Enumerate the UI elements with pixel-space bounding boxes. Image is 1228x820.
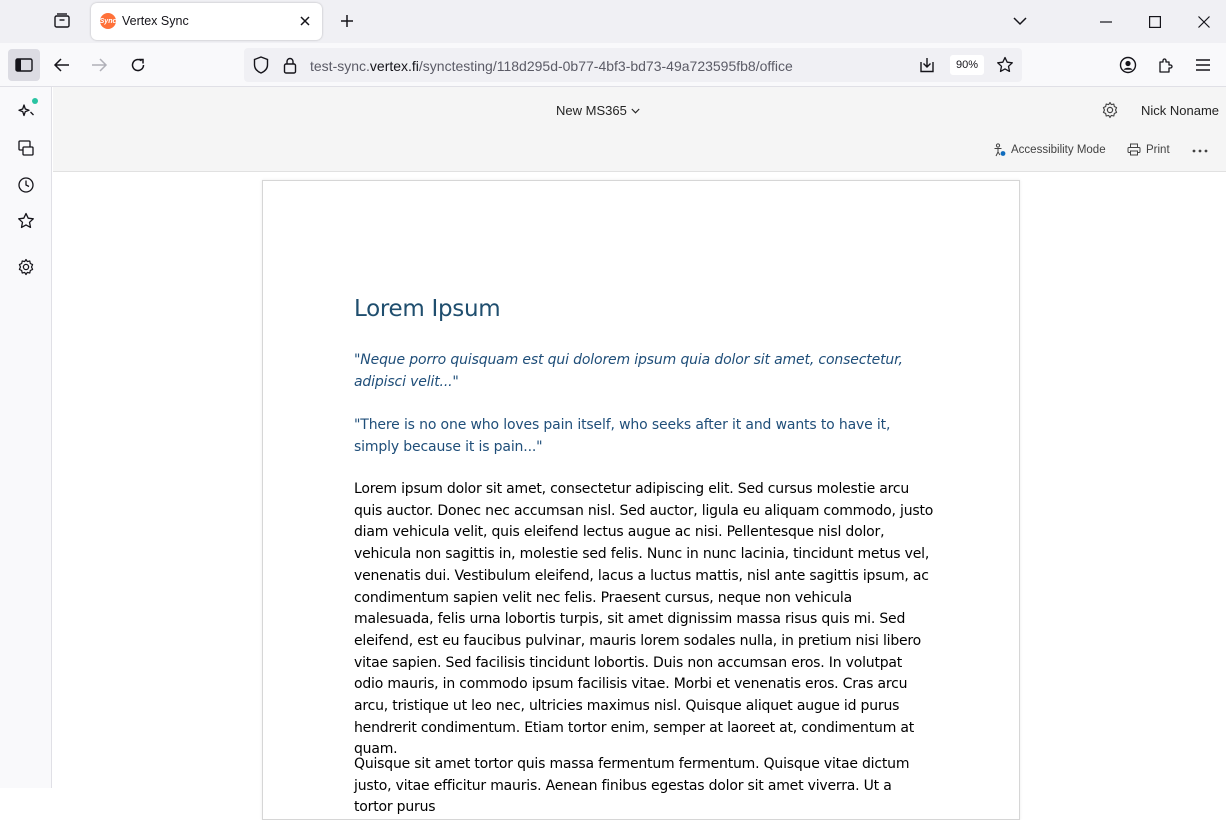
sidebar-toggle-button[interactable] — [8, 49, 40, 81]
zoom-level-button[interactable]: 90% — [950, 55, 984, 75]
download-icon — [918, 56, 936, 74]
gear-icon — [17, 258, 35, 276]
print-label: Print — [1146, 143, 1170, 156]
english-quote: "There is no one who loves pain itself, who seeks after it and wants to have it, simply because it is pain..." — [354, 417, 891, 455]
active-tab[interactable] — [91, 3, 322, 40]
latin-quote: "Neque porro quisquam est qui dolorem ipsum quia dolor sit amet, consectetur, adipisci velit..." — [354, 352, 903, 390]
reload-button[interactable] — [122, 49, 154, 81]
url-path: /synctesting/118d295d-0b77-4bf3-bd73-49a723595fb8/office — [418, 58, 793, 74]
history-button[interactable] — [12, 171, 40, 199]
back-arrow-icon — [54, 58, 70, 72]
back-button[interactable] — [46, 49, 78, 81]
close-window-button[interactable] — [1180, 0, 1228, 43]
close-window-icon — [1198, 16, 1210, 28]
body-paragraph-2: Quisque sit amet tortor quis massa fermentum fermentum. Quisque vitae dictum justo, vitae efficitur mauris. Aenean finibus egestas dolor sit amet viverra. Ut a tortor purus — [354, 756, 910, 816]
accessibility-mode-button[interactable] — [993, 143, 1106, 157]
star-icon — [996, 56, 1014, 74]
download-button[interactable] — [918, 56, 936, 74]
office-header — [53, 87, 1226, 131]
url-bar[interactable] — [244, 48, 1022, 82]
accessibility-mode-label: Accessibility Mode — [1011, 144, 1106, 156]
bookmark-star-button[interactable] — [996, 56, 1014, 74]
app-menu-button[interactable] — [1187, 49, 1219, 81]
reload-icon — [130, 57, 146, 73]
forward-arrow-icon — [91, 58, 107, 72]
print-button[interactable] — [1127, 143, 1170, 156]
accessibility-icon — [993, 143, 1006, 157]
settings-button[interactable] — [1100, 100, 1120, 120]
lock-icon[interactable] — [281, 56, 299, 74]
user-account-name[interactable]: Nick Noname — [1141, 103, 1220, 118]
firefox-view-icon — [53, 12, 71, 30]
hamburger-icon — [1195, 58, 1211, 72]
gear-icon — [1101, 101, 1119, 119]
minimize-button[interactable] — [1082, 0, 1130, 43]
customize-sidebar-button[interactable] — [12, 253, 40, 281]
bookmarks-button[interactable] — [12, 207, 40, 235]
extensions-button[interactable] — [1150, 49, 1182, 81]
office-toolbar — [53, 131, 1226, 172]
new-tab-button[interactable] — [333, 6, 361, 36]
more-options-button[interactable] — [1189, 141, 1211, 161]
forward-button[interactable] — [83, 49, 115, 81]
tab-close-button[interactable] — [296, 12, 314, 30]
puzzle-icon — [1157, 56, 1175, 74]
printer-icon — [1127, 143, 1141, 156]
bookmark-star-icon — [17, 212, 35, 230]
browser-sidebar — [0, 87, 52, 788]
document-heading: Lorem Ipsum — [354, 296, 501, 322]
document-title: New MS365 — [556, 103, 627, 118]
chevron-down-icon — [631, 108, 640, 114]
sparkle-icon — [17, 101, 35, 119]
notification-dot — [32, 98, 38, 104]
account-button[interactable] — [1112, 49, 1144, 81]
favicon-text: Sync — [99, 17, 117, 25]
synced-tabs-icon — [17, 139, 35, 157]
document-title-dropdown[interactable] — [556, 103, 640, 118]
tracking-protection-shield-icon[interactable] — [252, 56, 270, 74]
maximize-button[interactable] — [1131, 0, 1179, 43]
tab-title: Vertex Sync — [122, 14, 189, 28]
sidebar-icon — [15, 58, 33, 72]
chevron-down-icon — [1013, 16, 1027, 26]
plus-icon — [340, 14, 354, 28]
tab-strip — [0, 0, 1226, 43]
body-paragraph-1: Lorem ipsum dolor sit amet, consectetur adipiscing elit. Sed cursus molestie arcu quis auctor. Donec nec accumsan nisl. Sed auctor, ligula eu aliquam commodo, justo diam vehicula velit, quis eleifend lectus augue ac nisi. Pellentesque nisl dolor, vehicula non sagittis in, molestie sed felis. Nunc in nunc lacinia, tincidunt metus vel, venenatis dui. Vestibulum eleifend, lacus a luctus mattis, nisl ante sagittis ipsum, ac condimentum sapien velit nec felis. Praesent cursus, neque non vehicula malesuada, felis urna lobortis turpis, sit amet dignissim massa risus quis mi. Sed eleifend, est eu faucibus pulvinar, mauris lorem sodales nulla, in pretium nisi libero vitae sapien. Sed facilisis tincidunt lobortis. Duis non accumsan eros. In volutpat odio mauris, in commodo ipsum facilisis vitae. Morbi et venenatis eros. Cras arcu arcu, tristique ut leo nec, ultricies maximus nisl. Quisque aliquet augue id purus hendrerit condimentum. Etiam tortor enim, semper at laoreet at, condimentum at quam. — [354, 481, 934, 758]
url-prefix: test-sync. — [310, 58, 370, 74]
account-icon — [1119, 56, 1137, 74]
close-icon — [299, 15, 311, 27]
minimize-icon — [1100, 16, 1112, 28]
ai-chatbot-button[interactable] — [12, 96, 40, 124]
maximize-icon — [1149, 16, 1161, 28]
url-domain: vertex.fi — [369, 58, 419, 74]
firefox-view-button[interactable] — [44, 4, 80, 38]
list-all-tabs-button[interactable] — [1006, 6, 1034, 36]
synced-tabs-button[interactable] — [12, 134, 40, 162]
clock-icon — [17, 176, 35, 194]
url-text[interactable] — [310, 58, 793, 74]
sync-favicon-icon — [100, 13, 116, 29]
ellipsis-icon — [1192, 149, 1208, 153]
navigation-bar — [0, 43, 1226, 87]
